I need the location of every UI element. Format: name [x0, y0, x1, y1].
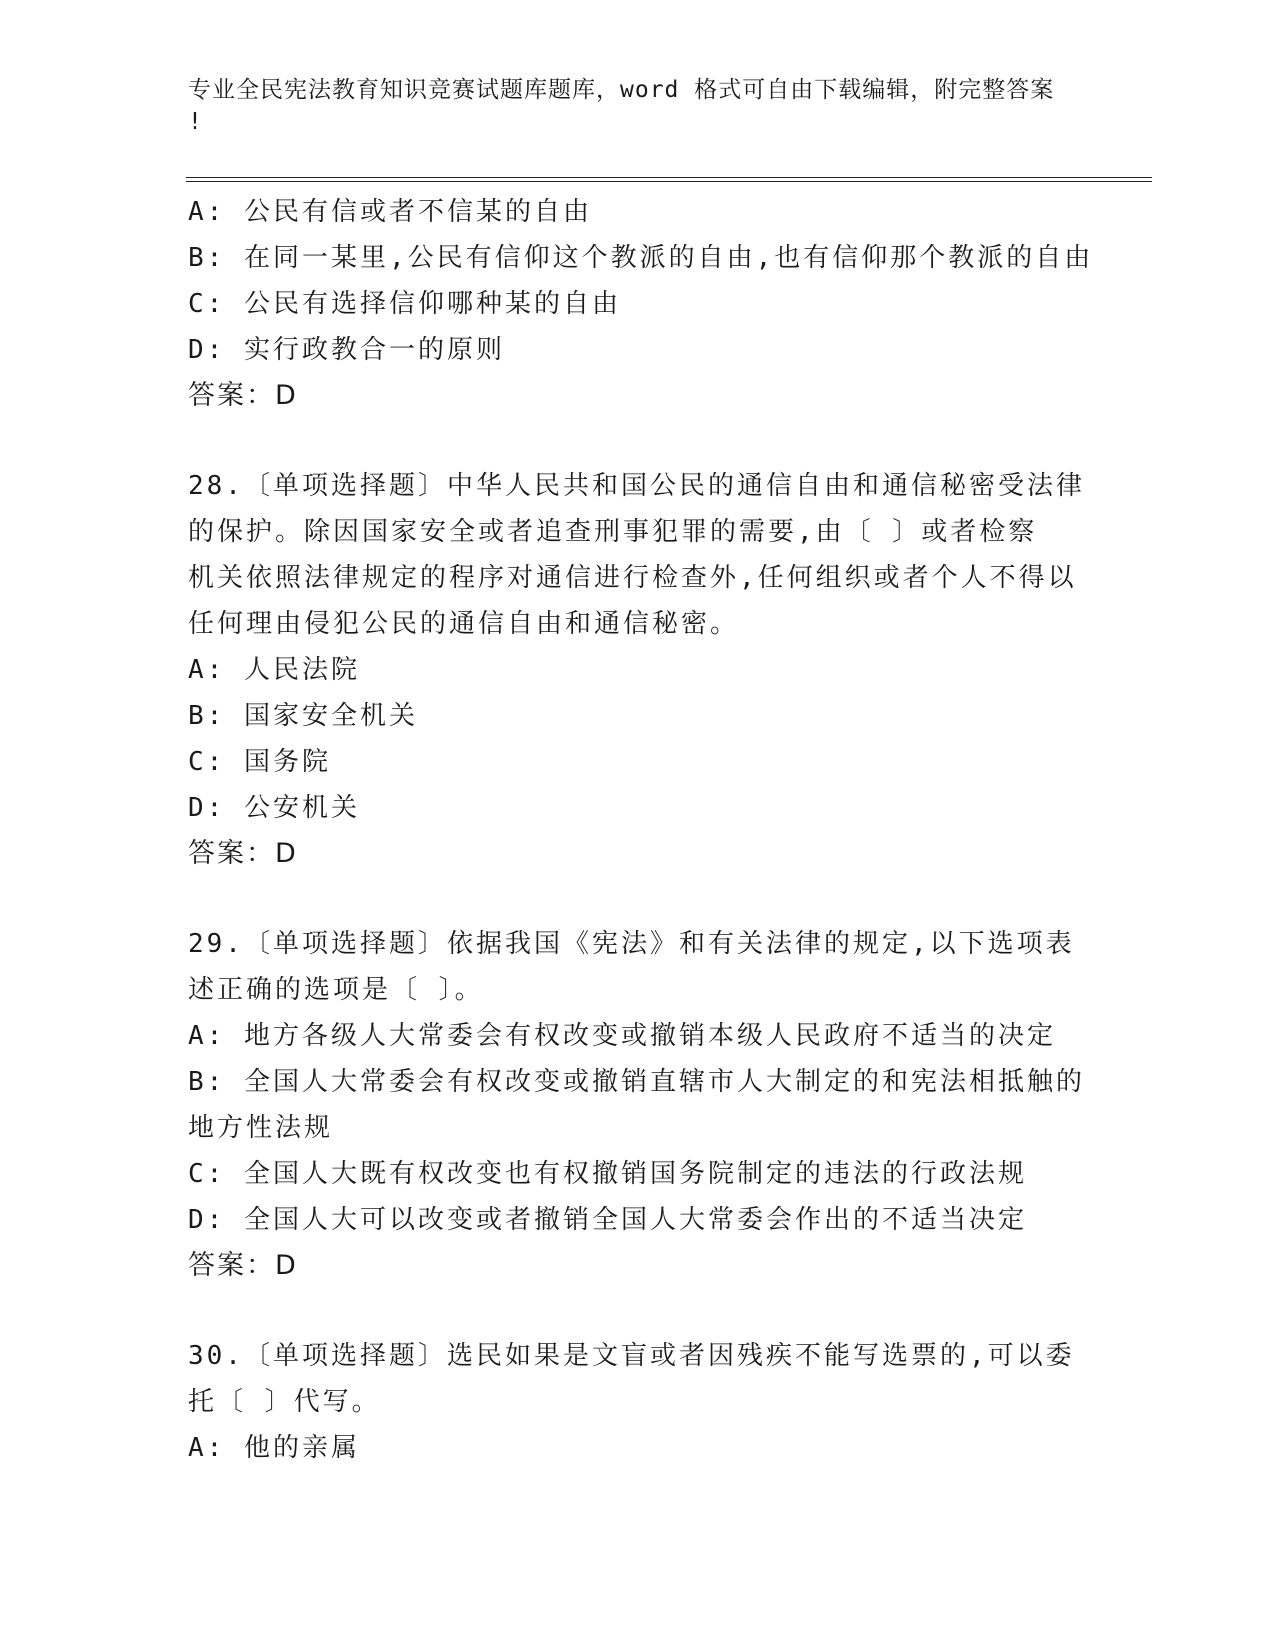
spacer	[188, 419, 1088, 463]
option-a: A: 他的亲属	[188, 1433, 360, 1463]
question-stem-line: 任何理由侵犯公民的通信自由和通信秘密。	[188, 609, 740, 639]
header-double-rule	[186, 177, 1152, 182]
question-27-tail	[188, 189, 1094, 419]
option-b-line: B: 全国人大常委会有权改变或撤销直辖市人大制定的和宪法相抵触的	[188, 1067, 1085, 1097]
option-c: C: 国务院	[188, 747, 331, 777]
option-d: D: 实行政教合一的原则	[188, 335, 505, 365]
header-title-line-2: !	[188, 109, 203, 135]
option-a: A: 地方各级人大常委会有权改变或撤销本级人民政府不适当的决定	[188, 1021, 1056, 1051]
question-30	[188, 1333, 1088, 1471]
question-stem-line: 托〔 〕代写。	[188, 1387, 381, 1417]
question-29	[188, 921, 1088, 1289]
option-c: C: 公民有选择信仰哪种某的自由	[188, 289, 621, 319]
option-d: D: 全国人大可以改变或者撤销全国人大常委会作出的不适当决定	[188, 1205, 1027, 1235]
question-stem-line: 述正确的选项是〔 〕。	[188, 975, 484, 1005]
document-header	[188, 74, 1088, 138]
option-d: D: 公安机关	[188, 793, 360, 823]
question-stem-line: 机关依照法律规定的程序对通信进行检查外,任何组织或者个人不得以	[188, 563, 1077, 593]
option-c: C: 全国人大既有权改变也有权撤销国务院制定的违法的行政法规	[188, 1159, 1027, 1189]
answer: 答案：D	[188, 838, 298, 869]
question-stem-line: 30.〔单项选择题〕选民如果是文盲或者因残疾不能写选票的,可以委	[188, 1341, 1075, 1371]
answer: 答案：D	[188, 380, 298, 411]
option-b-line: 地方性法规	[188, 1113, 334, 1143]
question-list	[188, 189, 1094, 1471]
option-a: A: 人民法院	[188, 655, 360, 685]
question-stem-line: 29.〔单项选择题〕依据我国《宪法》和有关法律的规定,以下选项表	[188, 929, 1075, 959]
option-b: B: 在同一某里,公民有信仰这个教派的自由,也有信仰那个教派的自由	[188, 243, 1094, 273]
spacer	[188, 1289, 1088, 1333]
answer: 答案：D	[188, 1250, 298, 1281]
option-a: A: 公民有信或者不信某的自由	[188, 197, 592, 227]
question-stem-line: 28.〔单项选择题〕中华人民共和国公民的通信自由和通信秘密受法律	[188, 471, 1085, 501]
spacer	[188, 877, 1088, 921]
option-b: B: 国家安全机关	[188, 701, 418, 731]
question-stem-line: 的保护。除因国家安全或者追查刑事犯罪的需要,由〔 〕或者检察	[188, 517, 1038, 547]
header-title-line-1: 专业全民宪法教育知识竞赛试题库题库，word 格式可自由下载编辑，附完整答案	[188, 77, 1055, 103]
question-28	[188, 463, 1088, 877]
